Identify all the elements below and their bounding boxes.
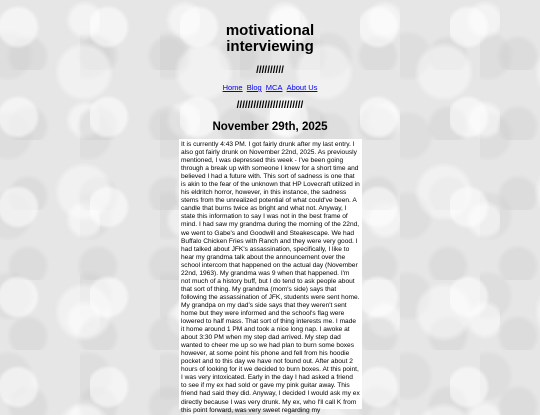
header-divider-top: ////////// (256, 65, 284, 76)
nav-link-about-us[interactable]: About Us (286, 83, 318, 92)
site-title-line1: motivational (225, 22, 315, 39)
nav-link-mca[interactable]: MCA (265, 83, 283, 92)
header-divider-bottom: //////////////////////// (236, 100, 304, 111)
nav-link-blog[interactable]: Blog (246, 83, 262, 92)
site-title-line2: interviewing (226, 38, 314, 55)
nav-link-home[interactable]: Home (222, 83, 243, 92)
post-date: November 29th, 2025 (212, 121, 328, 133)
main-nav (0, 83, 540, 92)
site-title (0, 23, 540, 55)
post-body: It is currently 4:43 PM. I got fairly drunk after my last entry. I also got fairly drunk on November 22nd, 2025. As previously mentioned, I was depressed this week - I've been going through a break up with someone I knew for a short time and believed I had a future with. This sort of sadness is one that is akin to the fear of the unknown that HP Lovecraft utilized in his eldritch horror, however, in this instance, the sadness stems from the unrealized potential of what could've been. A candle that burns twice as bright and what not. Anyway, I state this information to say I was not in the best frame of mind. I had saw my grandma during the morning of the 22nd, we went to Gabe's and Goodwill and Steakescape. We had Buffalo Chicken Fries with Ranch and they were very good. I had talked about JFK's assassination, specifically, I like to hear my grandma talk about the announcement over the school intercom that happened on the actual day (November 22nd, 1963). My grandma was 9 when that happened. I'm not much of a history buff, but I do tend to ask people about that sort of thing. My grandma (mom's side) says that following the assassination of JFK, students were sent home. My grandpa on my dad's side says that they weren't sent home but they were informed and the school's flag were lowered to half mass. That sort of thing interests me. I made it home around 1 PM and took a nice long nap. I awoke at about 3:30 PM when my step dad arrived. My step dad wanted to cheer me up so we had plan to burn some boxes however, at some point his phone and fell from his hoodie pocket and to this day we have not found out. After about 2 hours of looking for it we decided to burn boxes. At this point, I was very intoxicated. Early in the day I had asked a friend to see if my ex had sold or gave my pink guitar away. This friend had said they did. Anyway, I decided I would ask my ex directly because I was very drunk. My ex, who I'll call K from this point forward, was very sweet regarding my (179, 139, 362, 409)
